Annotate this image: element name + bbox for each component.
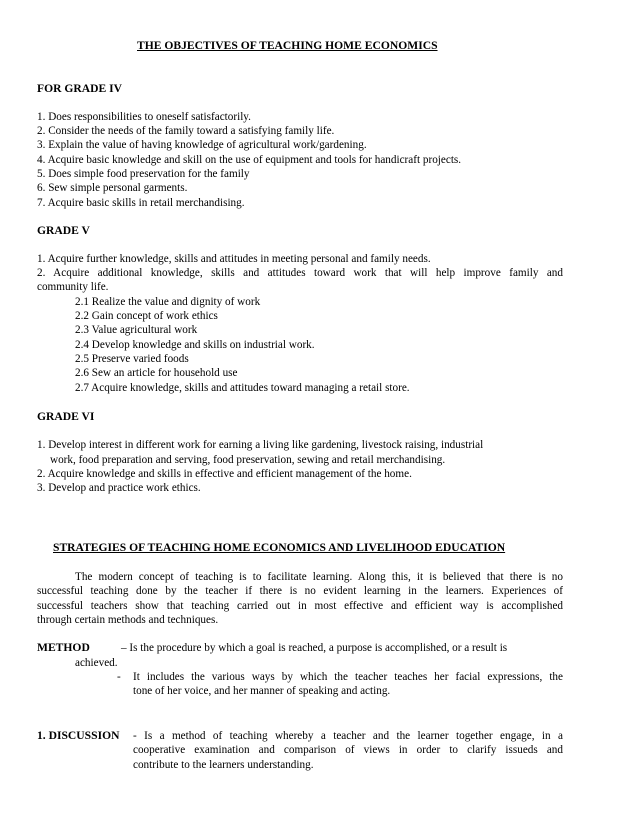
strategies-heading: STRATEGIES OF TEACHING HOME ECONOMICS AND LIVELIHOOD EDUCATION <box>53 541 506 554</box>
discussion-line-2: cooperative examination and comparison of views in order to clarify issueds and <box>133 744 563 756</box>
strategies-paragraph-line-4: through certain methods and techniques. <box>37 614 219 626</box>
method-sub-line-2: tone of her voice, and her manner of speaking and acting. <box>133 685 391 697</box>
grade-iv-item-2: 2. Consider the needs of the family toward a satisfying family life. <box>37 125 335 137</box>
discussion-term: 1. DISCUSSION <box>37 729 120 742</box>
grade-vi-heading: GRADE VI <box>37 410 95 423</box>
grade-v-subitem-2-4: 2.4 Develop knowledge and skills on industrial work. <box>75 339 315 351</box>
grade-v-subitem-2-5: 2.5 Preserve varied foods <box>75 353 189 365</box>
grade-v-item-1: 1. Acquire further knowledge, skills and attitudes in meeting personal and family needs. <box>37 253 431 265</box>
method-definition-line-1: – Is the procedure by which a goal is reached, a purpose is accomplished, or a result is <box>121 642 508 654</box>
grade-iv-item-1: 1. Does responsibilities to oneself satisfactorily. <box>37 111 251 123</box>
grade-iv-item-4: 4. Acquire basic knowledge and skill on the use of equipment and tools for handicraft projects. <box>37 154 462 166</box>
method-term: METHOD <box>37 641 90 654</box>
grade-v-subitem-2-1: 2.1 Realize the value and dignity of work <box>75 296 261 308</box>
grade-iv-item-7: 7. Acquire basic skills in retail merchandising. <box>37 197 245 209</box>
strategies-paragraph-line-1: The modern concept of teaching is to facilitate learning. Along this, it is believed that there is no <box>75 571 563 583</box>
grade-iv-heading: FOR GRADE IV <box>37 82 123 95</box>
grade-vi-item-1-line-1: 1. Develop interest in different work for earning a living like gardening, livestock raising, industrial <box>37 439 484 451</box>
discussion-line-1: - Is a method of teaching whereby a teacher and the learner together engage, in a <box>133 730 563 742</box>
grade-vi-item-3: 3. Develop and practice work ethics. <box>37 482 201 494</box>
grade-vi-item-2: 2. Acquire knowledge and skills in effective and efficient management of the home. <box>37 468 412 480</box>
grade-iv-item-5: 5. Does simple food preservation for the family <box>37 168 250 180</box>
page-title: THE OBJECTIVES OF TEACHING HOME ECONOMICS <box>137 39 438 52</box>
grade-v-subitem-2-6: 2.6 Sew an article for household use <box>75 367 238 379</box>
grade-iv-item-6: 6. Sew simple personal garments. <box>37 182 188 194</box>
discussion-line-3: contribute to the learners understanding. <box>133 759 314 771</box>
grade-iv-item-3: 3. Explain the value of having knowledge of agricultural work/gardening. <box>37 139 367 151</box>
strategies-paragraph-line-2: successful teaching done by the teacher if there is no evident learning in the learners. Experiences of <box>37 585 563 597</box>
grade-v-subitem-2-2: 2.2 Gain concept of work ethics <box>75 310 218 322</box>
method-sub-line-1: It includes the various ways by which the teacher teaches her facial expressions, the <box>133 671 563 683</box>
strategies-paragraph-line-3: successful teachers show that teaching carried out in most effective and efficient way is accomplished <box>37 600 563 612</box>
method-bullet: - <box>117 671 121 683</box>
method-definition-line-2: achieved. <box>75 657 118 669</box>
grade-v-subitem-2-7: 2.7 Acquire knowledge, skills and attitudes toward managing a retail store. <box>75 382 410 394</box>
grade-v-item-2-line-2: community life. <box>37 281 109 293</box>
grade-v-item-2-line-1: 2. Acquire additional knowledge, skills and attitudes toward work that will help improve family and <box>37 267 563 279</box>
grade-v-subitem-2-3: 2.3 Value agricultural work <box>75 324 198 336</box>
grade-v-heading: GRADE V <box>37 224 90 237</box>
grade-vi-item-1-line-2: work, food preparation and serving, food preservation, sewing and retail merchandising. <box>50 454 446 466</box>
